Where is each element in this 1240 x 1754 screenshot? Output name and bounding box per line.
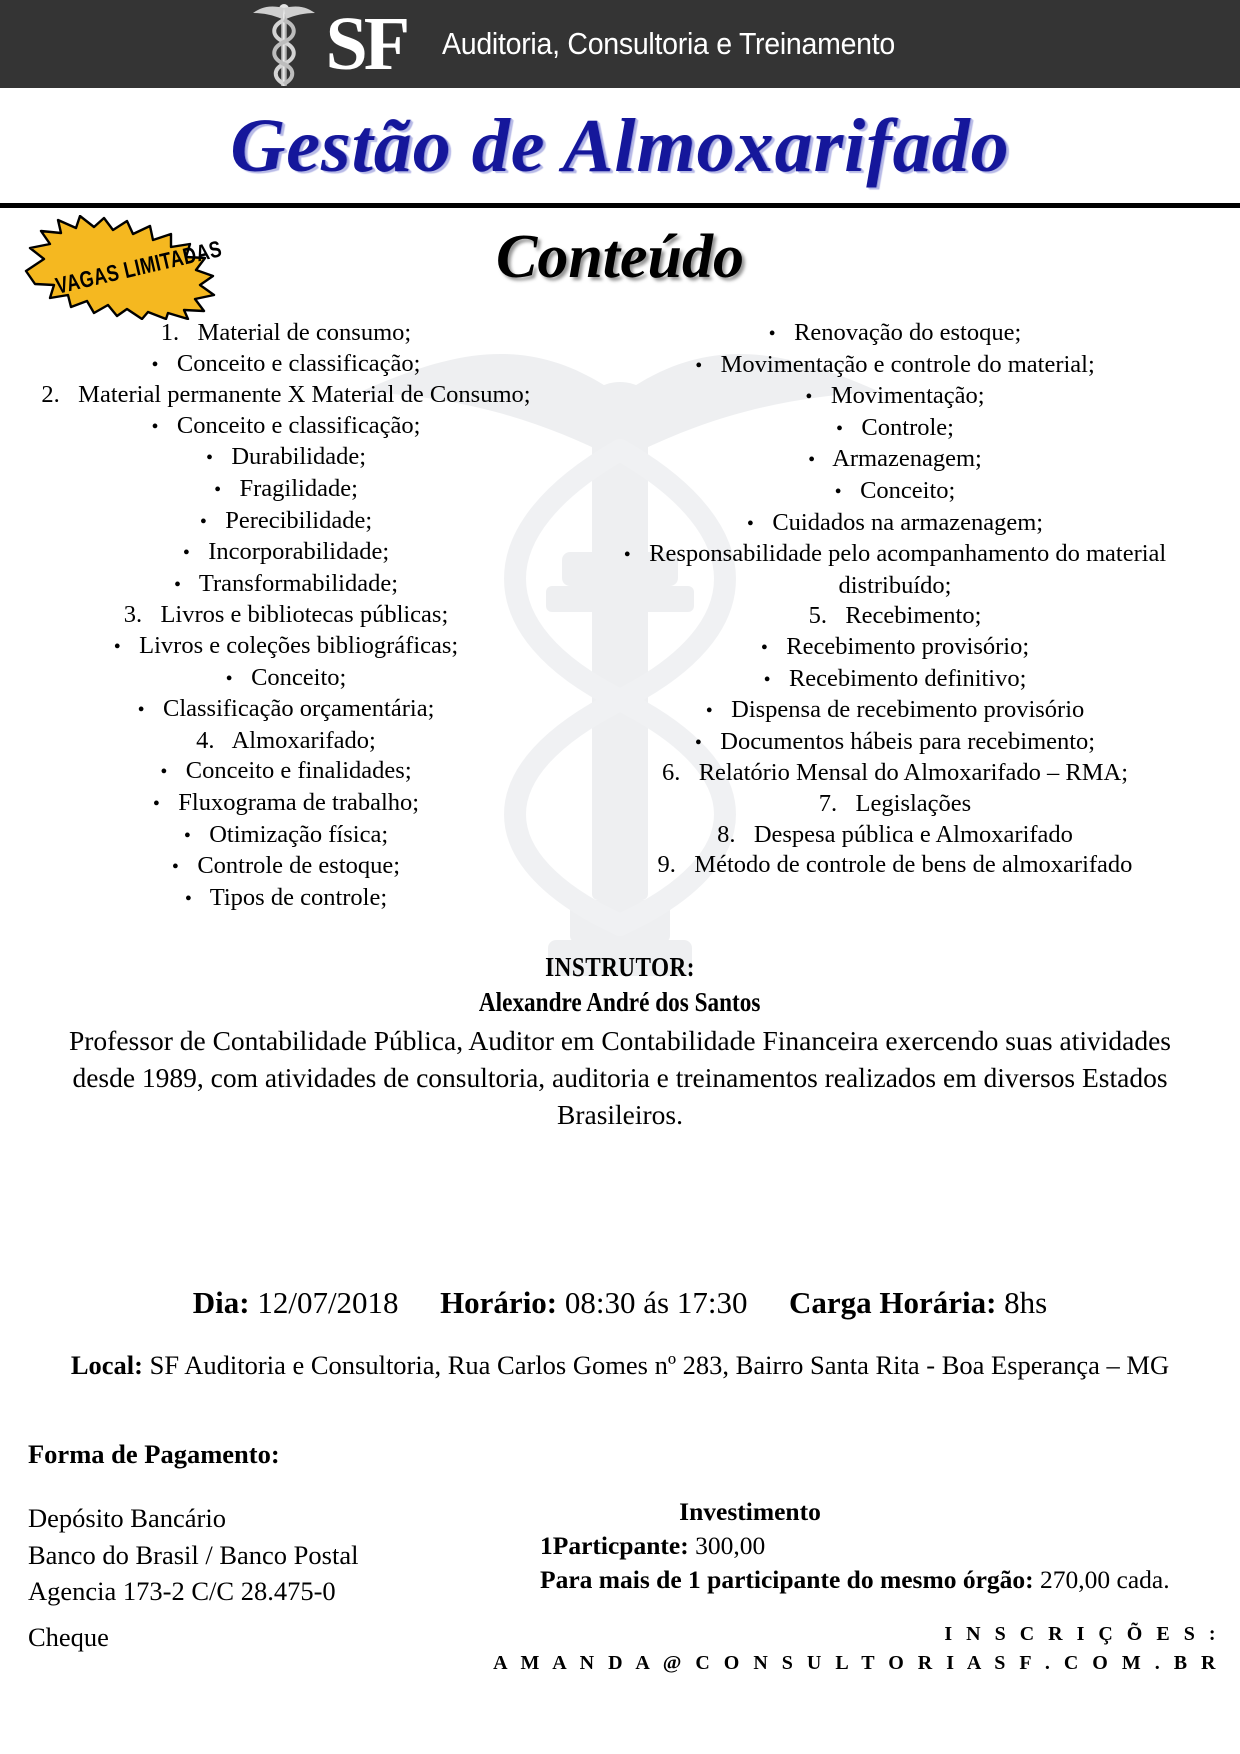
bullet-icon: • [623, 544, 631, 567]
instructor-name-row [0, 984, 1240, 1020]
payment-cheque: Cheque [28, 1622, 109, 1652]
list-item [30, 318, 542, 349]
schedule-line [0, 1283, 1240, 1323]
inscriptions-email[interactable]: A M A N D A @ C O N S U L T O R I A S F . C O M . B R [493, 1652, 1220, 1674]
list-number: 4. [196, 726, 215, 754]
list-item-label: Legislações [837, 789, 972, 817]
instructor-bio: Professor de Contabilidade Pública, Auditor em Contabilidade Financeira exercendo suas atividades desde 1989, com atividades de consultoria, auditoria e treinamentos realizados em diversos Estados Brasileiros. [68, 1025, 1171, 1130]
list-number: 7. [818, 789, 838, 817]
content-heading-text: Conteúdo [495, 223, 745, 291]
payment-line: Banco do Brasil / Banco Postal [28, 1539, 359, 1570]
bullet-icon: • [173, 573, 181, 596]
content-column-right [560, 318, 1240, 914]
list-item [574, 476, 1216, 508]
list-item-label: Livros e bibliotecas públicas; [142, 601, 449, 629]
list-item [30, 694, 542, 726]
investment-single-value: 300,00 [695, 1531, 766, 1560]
list-item-label: Material de consumo; [179, 319, 412, 346]
investment-single-row [540, 1529, 1240, 1563]
list-item [30, 537, 542, 569]
list-item-label: Transformabilidade; [180, 569, 399, 597]
day-value: 12/07/2018 [257, 1285, 399, 1320]
investment-multi-value: 270,00 cada. [1040, 1565, 1170, 1594]
list-item [30, 756, 542, 788]
payment-title: Forma de Pagamento: [28, 1439, 280, 1469]
list-item-label: Perecibilidade; [206, 506, 373, 534]
inscriptions-label: I N S C R I Ç Õ E S : [944, 1623, 1220, 1645]
list-item-label: Relatório Mensal do Almoxarifado – RMA; [680, 759, 1129, 787]
list-number: 6. [661, 759, 681, 787]
list-item [30, 349, 542, 381]
list-item [574, 727, 1216, 759]
page-title: Gestão de Almoxarifado [230, 103, 1010, 188]
list-item-label: Otimização física; [190, 820, 389, 848]
list-item-label: Conceito; [232, 663, 347, 691]
title-divider [0, 203, 1240, 208]
list-item-label: Dispensa de recebimento provisório [712, 696, 1085, 724]
bullet-icon: • [171, 856, 179, 879]
list-item-label: Tipos de controle; [191, 883, 388, 911]
list-number: 5. [808, 602, 827, 630]
list-item-label: Despesa pública e Almoxarifado [735, 820, 1073, 848]
bullet-icon: • [836, 417, 844, 440]
local-value: SF Auditoria e Consultoria, Rua Carlos Gomes nº 283, Bairro Santa Rita - Boa Esperança – MG [149, 1350, 1170, 1380]
instructor-block [0, 950, 1240, 1133]
bullet-icon: • [137, 699, 145, 722]
badge-label: VAGAS LIMITADAS [53, 235, 225, 299]
bullet-icon: • [199, 510, 207, 533]
investment-block [540, 1495, 1240, 1597]
bullet-icon: • [834, 480, 842, 503]
header-bar [0, 0, 1240, 88]
list-item-label: Conceito; [841, 476, 956, 504]
list-item-label: Responsabilidade pelo acompanhamento do material distribuído; [630, 540, 1167, 599]
day-label: Dia: [192, 1285, 250, 1320]
logo-sf-text: SF [325, 2, 407, 86]
list-item [574, 381, 1216, 413]
list-item [30, 380, 542, 411]
bullet-icon: • [184, 887, 192, 910]
caduceus-icon [249, 0, 319, 88]
list-item-label: Conceito e classificação; [158, 411, 421, 439]
local-label: Local: [70, 1350, 143, 1380]
list-item-label: Controle; [843, 413, 954, 441]
investment-single-label: 1Particpante: [540, 1531, 689, 1560]
bullet-icon: • [182, 542, 190, 565]
payment-line: Depósito Bancário [28, 1503, 226, 1533]
bullet-icon: • [183, 824, 191, 847]
list-item [30, 820, 542, 852]
bullet-icon: • [760, 636, 768, 659]
bullet-icon: • [152, 792, 160, 815]
location-line [0, 1348, 1240, 1382]
brand-tagline: Auditoria, Consultoria e Treinamento [442, 26, 896, 61]
list-item [574, 539, 1216, 601]
list-item-label: Livros e coleções bibliográficas; [120, 631, 459, 659]
list-item [30, 569, 542, 601]
list-item [574, 850, 1216, 881]
list-number: 9. [657, 851, 676, 879]
list-item [574, 695, 1216, 727]
list-item [30, 474, 542, 506]
list-number: 1. [160, 319, 180, 346]
list-item [30, 631, 542, 663]
list-item-label: Fluxograma de trabalho; [159, 788, 420, 816]
list-item [574, 664, 1216, 696]
bullet-icon: • [151, 353, 159, 376]
time-value: 08:30 ás 17:30 [564, 1285, 748, 1320]
payment-lines [28, 1500, 358, 1610]
bullet-icon: • [694, 731, 702, 754]
list-item [574, 758, 1216, 789]
list-item [574, 820, 1216, 851]
list-item-label: Documentos hábeis para recebimento; [701, 727, 1096, 755]
list-item [574, 350, 1216, 382]
instructor-label-row [0, 950, 1240, 984]
list-item [30, 788, 542, 820]
list-item-label: Armazenagem; [815, 445, 982, 473]
content-heading [0, 222, 1240, 292]
investment-heading: Investimento [679, 1497, 821, 1526]
list-item-label: Material permanente X Material de Consumo; [59, 381, 531, 409]
brand-logo [249, 0, 934, 88]
bullet-icon: • [705, 700, 713, 723]
instructor-label: INSTRUTOR: [545, 952, 695, 982]
list-item-label: Classificação orçamentária; [144, 695, 435, 723]
payment-line: Agencia 173-2 C/C 28.475-0 [28, 1576, 336, 1606]
list-number: 3. [123, 601, 143, 629]
bullet-icon: • [151, 415, 159, 438]
bullet-icon: • [205, 447, 213, 470]
bullet-icon: • [695, 354, 703, 377]
list-item [574, 601, 1216, 632]
list-item [574, 318, 1216, 350]
investment-multi-label: Para mais de 1 participante do mesmo órgão: [540, 1565, 1034, 1594]
list-number: 2. [41, 381, 60, 409]
list-item-label: Recebimento; [826, 602, 982, 630]
list-item [30, 600, 542, 631]
bullet-icon: • [768, 323, 776, 345]
list-item [574, 444, 1216, 476]
instructor-name: Alexandre André dos Santos [479, 987, 761, 1017]
list-number: 8. [717, 820, 736, 848]
list-item-label: Conceito e classificação; [158, 349, 421, 377]
inscriptions-block [493, 1620, 1220, 1678]
list-item [574, 508, 1216, 540]
title-zone [0, 88, 1240, 203]
list-item-label: Fragilidade; [221, 474, 358, 502]
bullet-icon: • [808, 449, 816, 472]
list-item [30, 726, 542, 757]
list-item-label: Conceito e finalidades; [167, 757, 412, 785]
list-item-label: Método de controle de bens de almoxarifado [675, 851, 1133, 879]
list-item-label: Recebimento provisório; [767, 632, 1030, 660]
list-item [30, 506, 542, 538]
list-item [30, 883, 542, 915]
list-item [30, 442, 542, 474]
list-item-label: Durabilidade; [212, 443, 367, 471]
content-column-left [0, 318, 560, 914]
list-item [30, 663, 542, 695]
list-item-label: Cuidados na armazenagem; [753, 508, 1044, 536]
list-item-label: Incorporabilidade; [189, 538, 390, 566]
list-item-label: Recebimento definitivo; [770, 664, 1027, 692]
time-label: Horário: [440, 1285, 558, 1320]
list-item-label: Renovação do estoque; [775, 319, 1022, 346]
bullet-icon: • [225, 667, 233, 690]
bullet-icon: • [746, 512, 754, 535]
bullet-icon: • [113, 635, 121, 658]
list-item-label: Movimentação e controle do material; [702, 350, 1095, 378]
list-item [574, 789, 1216, 820]
list-item-label: Movimentação; [812, 382, 985, 410]
list-item [574, 413, 1216, 445]
bullet-icon: • [160, 761, 168, 784]
load-label: Carga Horária: [788, 1285, 997, 1320]
investment-multi-row [540, 1563, 1240, 1597]
content-columns [0, 318, 1240, 914]
bullet-icon: • [214, 478, 222, 501]
bullet-icon: • [763, 668, 771, 691]
list-item-label: Almoxarifado; [214, 726, 376, 754]
load-value: 8hs [1004, 1285, 1048, 1320]
bullet-icon: • [805, 386, 813, 409]
list-item [574, 632, 1216, 664]
list-item [30, 411, 542, 443]
list-item-label: Controle de estoque; [178, 852, 401, 880]
list-item [30, 851, 542, 883]
